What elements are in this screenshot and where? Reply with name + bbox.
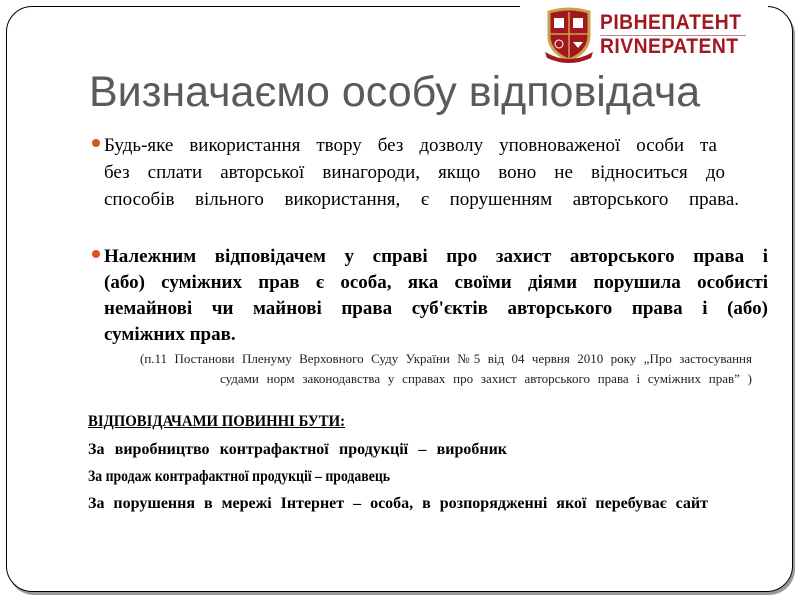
bullet-icon xyxy=(92,139,100,147)
bullet-icon xyxy=(92,250,100,258)
logo-text-ukrainian: РІВНЕПАТЕНТ xyxy=(600,11,742,34)
citation-line-2: судами норм законодавства у справах про захист авторського права і суміжних прав” ) xyxy=(220,371,752,386)
bullet-1-line-2: без сплати авторської винагороди, якщо воно не відноситься до xyxy=(104,162,725,183)
bullet-2-line-1: Належним відповідачем у справі про захист авторського права і xyxy=(104,246,768,267)
slide-title: Визначаємо особу відповідача xyxy=(89,68,701,116)
citation-line-1: (п.11 Постанови Пленуму Верховного Суду України №5 від 04 червня 2010 року „Про застосування xyxy=(140,351,752,366)
defendant-item: За порушення в мережі Інтернет – особа, в розпорядженні якої перебуває сайт xyxy=(88,495,708,512)
defendant-item: За виробництво контрафактної продукції – виробник xyxy=(88,441,507,458)
bullet-2-line-3: немайнові чи майнові права суб'єктів авторського права і (або) xyxy=(104,298,768,319)
defendant-item: За продаж контрафактної продукції – продавець xyxy=(88,468,391,485)
bullet-1-line-1: Будь-яке використання твору без дозволу уповноваженої особи та xyxy=(104,135,717,156)
shield-logo-icon xyxy=(543,6,595,64)
bullet-1-line-3: способів вільного використання, є порушенням авторського права. xyxy=(104,189,739,210)
defendants-heading: ВІДПОВІДАЧАМИ ПОВИННІ БУТИ: xyxy=(88,413,345,430)
bullet-2-line-2: (або) суміжних прав є особа, яка своїми діями порушила особисті xyxy=(104,272,768,293)
logo-text-latin: RIVNEPATENT xyxy=(600,35,739,58)
bullet-2-line-4: суміжних прав. xyxy=(104,324,236,345)
